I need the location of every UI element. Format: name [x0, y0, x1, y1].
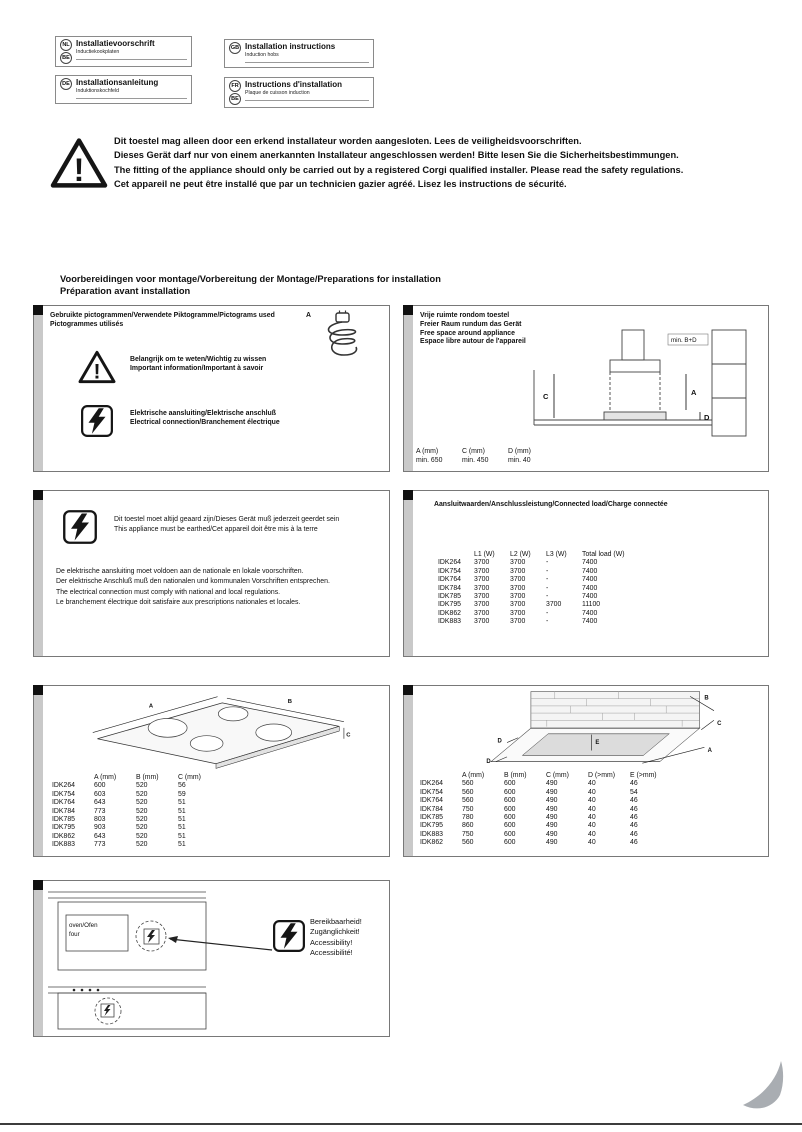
table-cell: IDK784	[438, 584, 461, 592]
accessibility-diagram	[46, 887, 276, 1031]
cutout-dimensions-table	[420, 772, 672, 848]
table-cell: 490	[546, 797, 558, 805]
important-info-icon	[78, 350, 116, 389]
table-cell: min. 40	[508, 456, 531, 464]
table-row	[52, 791, 220, 799]
table-cell: 3700	[474, 559, 490, 567]
table-cell: 600	[504, 805, 516, 813]
table-cell: 51	[178, 816, 186, 824]
table-header-cell	[420, 772, 462, 780]
table-cell: 3700	[546, 601, 562, 609]
connected-load-table	[438, 551, 632, 627]
table-cell: 46	[630, 839, 638, 847]
table-cell: IDK785	[52, 816, 75, 824]
table-cell: -	[546, 618, 549, 626]
cutout-dimensions-diagram	[416, 690, 762, 768]
panel-corner-marker	[403, 685, 413, 695]
table-cell: 773	[94, 807, 106, 815]
oven-label-line2: four	[69, 931, 80, 938]
table-cell: 51	[178, 832, 186, 840]
table-cell: 40	[588, 788, 596, 796]
pictograms-panel	[33, 305, 390, 472]
table-cell: 3700	[474, 593, 490, 601]
earth-body-line-fr: Le branchement électrique doit satisfaire aux prescriptions nationales et locales.	[56, 599, 301, 607]
brand-swoosh-logo	[740, 1060, 784, 1119]
table-cell: IDK862	[438, 609, 461, 617]
cable-type-label: A	[306, 312, 311, 319]
table-cell: 3700	[510, 559, 526, 567]
table-row	[52, 799, 220, 807]
table-cell: 3700	[474, 618, 490, 626]
warning-triangle-icon	[50, 137, 108, 189]
table-row	[416, 457, 554, 465]
language-badges	[60, 39, 72, 64]
table-row	[438, 610, 632, 618]
table-cell: IDK795	[420, 822, 443, 830]
lang-block-de	[55, 75, 192, 104]
language-badges	[229, 80, 241, 105]
oven-label-line1: oven/Ofen	[69, 922, 98, 929]
free-space-title-en: Free space around appliance	[420, 329, 515, 337]
table-cell: IDK785	[420, 814, 443, 822]
table-cell: 490	[546, 805, 558, 813]
lang-title-fr: Instructions d'installation	[245, 80, 343, 89]
table-cell: 40	[588, 805, 596, 813]
table-row	[420, 797, 672, 805]
free-space-title-fr: Espace libre autour de l'appareil	[420, 338, 526, 346]
table-cell: 40	[588, 814, 596, 822]
lang-block-fr-be	[224, 77, 374, 108]
panel-strip	[404, 686, 413, 856]
lang-title-gb: Installation instructions	[245, 42, 336, 51]
panel-corner-marker	[403, 490, 413, 500]
table-cell: 903	[94, 824, 106, 832]
table-row	[438, 601, 632, 609]
rule	[245, 62, 369, 63]
table-cell: 773	[94, 841, 106, 849]
table-cell: 643	[94, 799, 106, 807]
table-cell: 3700	[510, 618, 526, 626]
table-cell: 600	[504, 839, 516, 847]
table-cell: -	[546, 609, 549, 617]
panel-strip	[34, 686, 43, 856]
table-cell: 40	[588, 797, 596, 805]
table-cell: 46	[630, 797, 638, 805]
table-cell: 750	[462, 830, 474, 838]
dim-label-d: D	[704, 413, 710, 422]
earth-body-line-nl: De elektrische aansluiting moet voldoen aan de nationale en lokale voorschriften.	[56, 568, 304, 575]
table-cell: 600	[504, 830, 516, 838]
warning-line-fr: Cet appareil ne peut être installé que par un technicien gazier agréé. Lisez les instructions de sécurité.	[114, 179, 567, 190]
table-cell: 40	[588, 839, 596, 847]
table-cell: 490	[546, 780, 558, 788]
table-header-cell: D (mm)	[508, 448, 531, 456]
table-cell: IDK264	[420, 780, 443, 788]
warning-line-de: Dieses Gerät darf nur von einem anerkannten Installateur angeschlossen werden! Bitte lesen Sie die Sicherheitsbestimmungen.	[114, 150, 679, 161]
table-cell: 46	[630, 814, 638, 822]
panel-corner-marker	[33, 305, 43, 315]
table-cell: 750	[462, 805, 474, 813]
table-cell: 3700	[510, 576, 526, 584]
table-cell: IDK883	[420, 830, 443, 838]
table-cell: IDK795	[438, 601, 461, 609]
hob-dimensions-diagram	[48, 692, 384, 770]
pictograms-title-line2: Pictogrammes utilisés	[50, 320, 124, 328]
dim-label-e: E	[595, 740, 600, 747]
dim-label-d: D	[486, 759, 491, 766]
earth-body-line-en: The electrical connection must comply with national and local regulations.	[56, 588, 281, 596]
table-cell: IDK785	[438, 593, 461, 601]
table-cell: -	[546, 593, 549, 601]
lang-subtitle-gb: Induction hobs	[245, 51, 279, 58]
safety-warning-text	[114, 134, 683, 192]
lang-title-nl: Installatievoorschrift	[76, 39, 155, 48]
table-cell: 520	[136, 841, 148, 849]
page-bottom-rule	[0, 1123, 802, 1125]
panel-corner-marker	[33, 490, 43, 500]
connected-load-title: Aansluitwaarden/Anschlussleistung/Connected load/Charge connectée	[434, 501, 668, 508]
earth-body-line-de: Der elektrische Anschluß muß den nationalen und kommunalen Vorschriften entsprechen.	[56, 578, 330, 586]
lang-subtitle-nl: Inductiekookplaten	[76, 48, 120, 55]
warning-line-en: The fitting of the appliance should only be carried out by a registered Corgi qualified installer. Please read the safety regulations.	[114, 164, 684, 175]
table-cell: 3700	[474, 609, 490, 617]
table-cell: 490	[546, 839, 558, 847]
dim-label-a: A	[691, 388, 697, 397]
table-header-cell: B (mm)	[136, 774, 159, 781]
table-cell: 560	[462, 780, 474, 788]
section-heading-line2: Préparation avant installation	[60, 285, 191, 296]
pictograms-title-line1: Gebruikte pictogrammen/Verwendete Piktogramme/Pictograms used	[50, 312, 275, 319]
dim-label-d: D	[497, 738, 502, 745]
earth-bold-line2: This appliance must be earthed/Cet appareil doit être mis à la terre	[114, 526, 318, 534]
pictogram-important-line1: Belangrijk om te weten/Wichtig zu wissen	[130, 356, 267, 363]
table-header-cell	[52, 774, 94, 782]
rule	[76, 98, 187, 99]
fr-language-badge: FR	[229, 80, 241, 92]
dim-label-b: B	[287, 698, 292, 705]
table-row	[420, 839, 672, 847]
table-cell: 803	[94, 816, 106, 824]
nl-language-badge: NL	[60, 39, 72, 51]
table-row	[438, 618, 632, 626]
table-row	[420, 806, 672, 814]
table-row	[420, 780, 672, 788]
table-cell: 860	[462, 822, 474, 830]
table-cell: IDK754	[438, 567, 461, 575]
hob-dimensions-panel	[33, 685, 390, 857]
table-header-cell: A (mm)	[416, 448, 439, 456]
table-row	[420, 822, 672, 830]
min-bd-label: min. B+D	[671, 337, 697, 344]
table-cell: 7400	[582, 609, 598, 617]
table-cell: IDK764	[420, 797, 443, 805]
table-cell: 560	[462, 788, 474, 796]
pictogram-electrical-line2: Electrical connection/Branchement électrique	[130, 418, 280, 426]
table-row	[52, 816, 220, 824]
electrical-connection-icon	[272, 919, 306, 958]
table-cell: 54	[630, 788, 638, 796]
table-cell: 3700	[474, 576, 490, 584]
table-cell: IDK862	[52, 832, 75, 840]
dim-label-c: C	[346, 732, 351, 739]
table-header-row	[438, 551, 632, 559]
table-row	[438, 585, 632, 593]
be-language-badge: BE	[229, 93, 241, 105]
table-row	[420, 789, 672, 797]
table-header-row	[416, 448, 554, 456]
svg-text:!: !	[93, 360, 101, 384]
table-cell: 3700	[510, 609, 526, 617]
table-header-cell: A (mm)	[462, 772, 485, 779]
table-row	[438, 593, 632, 601]
warning-line-nl: Dit toestel mag alleen door een erkend installateur worden aangesloten. Lees de veiligheidsvoorschriften.	[114, 136, 582, 146]
panel-corner-marker	[33, 685, 43, 695]
table-cell: 46	[630, 822, 638, 830]
table-cell: 3700	[474, 584, 490, 592]
table-row	[438, 576, 632, 584]
lang-title-de: Installationsanleitung	[76, 78, 159, 87]
panel-strip	[34, 491, 43, 656]
panel-strip	[404, 491, 413, 656]
accessibility-panel	[33, 880, 390, 1037]
rule	[245, 100, 369, 101]
panel-strip	[404, 306, 413, 471]
table-row	[52, 782, 220, 790]
lang-block-nl-be	[55, 36, 192, 67]
table-header-cell: L3 (W)	[546, 551, 567, 558]
dim-label-c: C	[543, 392, 549, 401]
language-badges	[229, 42, 241, 65]
accessibility-line-fr: Accessibilité!	[310, 948, 353, 958]
table-row	[438, 559, 632, 567]
table-row	[52, 808, 220, 816]
table-cell: IDK754	[420, 788, 443, 796]
accessibility-line-de: Zugänglichkeit!	[310, 927, 360, 937]
table-header-cell: L1 (W)	[474, 551, 495, 558]
language-badges	[60, 78, 72, 101]
table-cell: 520	[136, 807, 148, 815]
table-cell: 490	[546, 814, 558, 822]
table-cell: 40	[588, 830, 596, 838]
table-cell: 46	[630, 805, 638, 813]
electrical-connection-icon	[80, 404, 114, 443]
table-cell: IDK264	[438, 559, 461, 567]
be-language-badge: BE	[60, 52, 72, 64]
table-header-cell: C (mm)	[546, 772, 569, 779]
panel-strip	[34, 881, 43, 1036]
lang-subtitle-fr: Plaque de cuisson induction	[245, 89, 310, 96]
table-cell: 3700	[510, 601, 526, 609]
panel-strip	[34, 306, 43, 471]
table-header-row	[420, 772, 672, 780]
dim-label-a: A	[707, 748, 712, 755]
table-cell: 520	[136, 790, 148, 798]
table-cell: 46	[630, 830, 638, 838]
table-cell: 603	[94, 790, 106, 798]
table-header-cell: A (mm)	[94, 774, 117, 781]
table-cell: min. 450	[462, 456, 489, 464]
table-cell: 46	[630, 780, 638, 788]
table-cell: 7400	[582, 618, 598, 626]
gb-language-badge: GB	[229, 42, 241, 54]
dim-label-c: C	[717, 721, 722, 728]
table-cell: 56	[178, 782, 186, 790]
panel-corner-marker	[33, 880, 43, 890]
cable-figure	[306, 310, 378, 368]
table-cell: IDK784	[420, 805, 443, 813]
table-cell: 51	[178, 799, 186, 807]
table-cell: IDK784	[52, 807, 75, 815]
table-row	[420, 814, 672, 822]
table-cell: IDK795	[52, 824, 75, 832]
accessibility-line-en: Accessibility!	[310, 937, 353, 947]
table-cell: 520	[136, 799, 148, 807]
table-cell: IDK764	[52, 799, 75, 807]
table-cell: 490	[546, 822, 558, 830]
table-header-cell: L2 (W)	[510, 551, 531, 558]
accessibility-line-nl: Bereikbaarheid!	[310, 917, 362, 926]
table-cell: 520	[136, 782, 148, 790]
table-cell: 7400	[582, 584, 598, 592]
free-space-panel	[403, 305, 769, 472]
table-header-cell: C (mm)	[462, 448, 485, 456]
table-cell: 3700	[510, 584, 526, 592]
de-language-badge: DE	[60, 78, 72, 90]
cutout-dimensions-panel	[403, 685, 769, 857]
lang-subtitle-de: Induktionskochfeld	[76, 87, 119, 94]
svg-text:!: !	[73, 151, 85, 188]
free-space-title-de: Freier Raum rundum das Gerät	[420, 320, 522, 328]
table-header-cell	[438, 551, 474, 559]
table-cell: 7400	[582, 559, 598, 567]
section-heading	[60, 274, 441, 297]
earthing-panel	[33, 490, 390, 657]
table-cell: 643	[94, 832, 106, 840]
table-row	[52, 841, 220, 849]
panel-corner-marker	[403, 305, 413, 315]
table-cell: 40	[588, 822, 596, 830]
table-cell: 600	[504, 822, 516, 830]
table-cell: 560	[462, 839, 474, 847]
table-cell: 600	[504, 797, 516, 805]
table-cell: -	[546, 567, 549, 575]
table-cell: 7400	[582, 567, 598, 575]
power-cable-pictogram	[318, 310, 366, 364]
table-cell: 40	[588, 780, 596, 788]
table-cell: -	[546, 559, 549, 567]
table-cell: 51	[178, 841, 186, 849]
table-cell: IDK764	[438, 576, 461, 584]
table-cell: IDK862	[420, 839, 443, 847]
table-cell: 3700	[474, 601, 490, 609]
table-cell: 600	[504, 788, 516, 796]
table-cell: 11100	[582, 601, 601, 609]
table-cell: 520	[136, 824, 148, 832]
pictogram-important-line2: Important information/Important à savoir	[130, 364, 264, 372]
table-header-row	[52, 774, 220, 782]
table-cell: 600	[504, 814, 516, 822]
earth-bold-line1: Dit toestel moet altijd geaard zijn/Dieses Gerät muß jederzeit geerdet sein	[114, 516, 340, 523]
table-header-cell: E (>mm)	[630, 772, 657, 779]
table-cell: 780	[462, 814, 474, 822]
table-cell: 490	[546, 788, 558, 796]
table-cell: -	[546, 576, 549, 584]
table-cell: 3700	[510, 567, 526, 575]
table-row	[52, 824, 220, 832]
free-space-diagram	[472, 328, 760, 440]
table-row	[438, 568, 632, 576]
table-cell: IDK754	[52, 790, 75, 798]
dim-label-b: B	[704, 695, 709, 702]
table-cell: 490	[546, 830, 558, 838]
table-cell: 7400	[582, 593, 598, 601]
table-cell: 7400	[582, 576, 598, 584]
free-space-title-nl: Vrije ruimte rondom toestel	[420, 312, 510, 319]
lang-block-gb	[224, 39, 374, 68]
table-cell: 520	[136, 816, 148, 824]
table-cell: 3700	[474, 567, 490, 575]
table-cell: 51	[178, 824, 186, 832]
table-cell: 600	[504, 780, 516, 788]
rule	[76, 59, 187, 60]
table-header-cell: D (>mm)	[588, 772, 615, 779]
hob-dimensions-table	[52, 774, 220, 850]
table-header-cell: Total load (W)	[582, 551, 625, 558]
table-cell: 600	[94, 782, 106, 790]
table-cell: IDK264	[52, 782, 75, 790]
free-space-dims-table	[416, 448, 554, 465]
table-cell: 59	[178, 790, 186, 798]
table-row	[52, 833, 220, 841]
table-cell: -	[546, 584, 549, 592]
connected-load-panel	[403, 490, 769, 657]
table-cell: 560	[462, 797, 474, 805]
pictogram-electrical-line1: Elektrische aansluiting/Elektrische anschluß	[130, 410, 276, 417]
table-cell: IDK883	[52, 841, 75, 849]
table-header-cell: C (mm)	[178, 774, 201, 781]
table-row	[420, 831, 672, 839]
table-cell: 520	[136, 832, 148, 840]
table-cell: 51	[178, 807, 186, 815]
electrical-connection-icon	[62, 509, 98, 550]
table-header-cell: B (mm)	[504, 772, 527, 779]
dim-label-a: A	[148, 703, 154, 710]
table-cell: min. 650	[416, 456, 443, 464]
table-cell: IDK883	[438, 618, 461, 626]
table-cell: 3700	[510, 593, 526, 601]
section-heading-line1: Voorbereidingen voor montage/Vorbereitung der Montage/Preparations for installation	[60, 274, 441, 284]
